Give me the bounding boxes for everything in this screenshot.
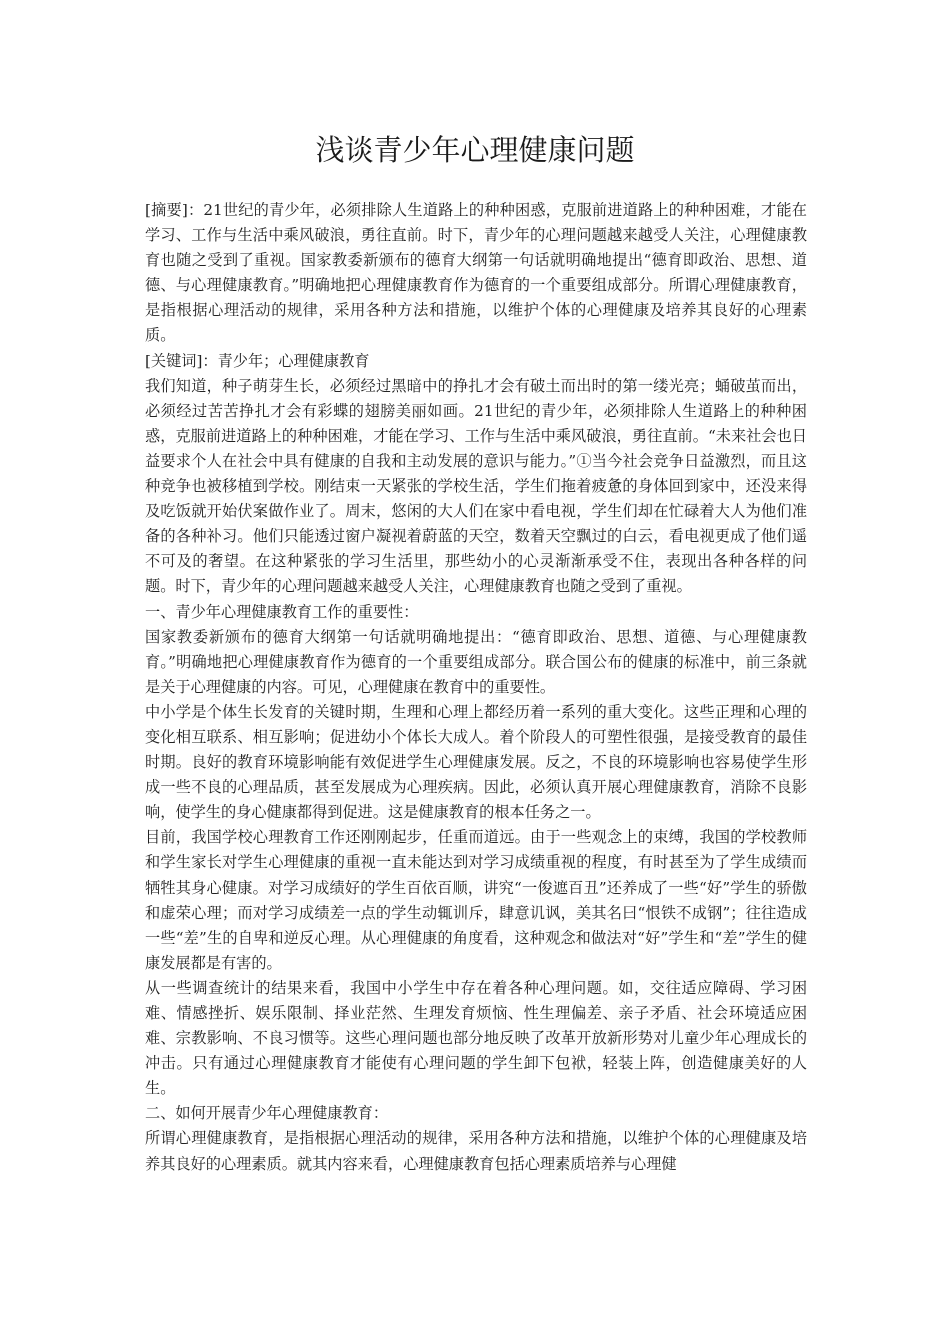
body-paragraph: 目前，我国学校心理教育工作还刚刚起步，任重而道远。由于一些观念上的束缚，我国的学校教师和学生家长对学生心理健康的重视一直未能达到对学习成绩重视的程度，有时甚至为了学生成绩而牺牲其身心健康。对学习成绩好的学生百依百顺，讲究“一俊遮百丑”还养成了一些“好”学生的骄傲和虚荣心理；而对学习成绩差一点的学生动辄训斥，肆意讥讽，美其名曰“恨铁不成钢”；往往造成一些“差”生的自卑和逆反心理。从心理健康的角度看，这种观念和做法对“好”学生和“差”学生的健康发展都是有害的。	[145, 828, 807, 972]
keywords-paragraph: [关键词]：青少年；心理健康教育	[145, 351, 370, 370]
section-heading-1: 一、青少年心理健康教育工作的重要性：	[145, 602, 419, 621]
document-body	[145, 198, 807, 1177]
intro-paragraph: 我们知道，种子萌芽生长，必须经过黑暗中的挣扎才会有破土而出时的第一缕光亮；蛹破茧而出，必须经过苦苦挣扎才会有彩蝶的翅膀美丽如画。21世纪的青少年，必须排除人生道路上的种种困惑，克服前进道路上的种种困难，才能在学习、工作与生活中乘风破浪，勇往直前。“未来社会也日益要求个人在社会中具有健康的自我和主动发展的意识与能力。”①当今社会竞争日益激烈，而且这种竞争也被移植到学校。刚结束一天紧张的学校生活，学生们拖着疲惫的身体回到家中，还没来得及吃饭就开始伏案做作业了。周末，悠闲的大人们在家中看电视，学生们却在忙碌着大人为他们准备的各种补习。他们只能透过窗户凝视着蔚蓝的天空，数着天空飘过的白云，看电视更成了他们遥不可及的奢望。在这种紧张的学习生活里，那些幼小的心灵渐渐承受不住，表现出各种各样的问题。时下，青少年的心理问题越来越受人关注，心理健康教育也随之受到了重视。	[145, 376, 807, 596]
body-paragraph: 中小学是个体生长发育的关键时期，生理和心理上都经历着一系列的重大变化。这些正理和心理的变化相互联系、相互影响；促进幼小个体长大成人。着个阶段人的可塑性很强，是接受教育的最佳时期。良好的教育环境影响能有效促进学生心理健康发展。反之，不良的环境影响也容易使学生形成一些不良的心理品质，甚至发展成为心理疾病。因此，必须认真开展心理健康教育，消除不良影响，使学生的身心健康都得到促进。这是健康教育的根本任务之一。	[145, 702, 807, 822]
body-paragraph: 所谓心理健康教育，是指根据心理活动的规律，采用各种方法和措施，以维护个体的心理健康及培养其良好的心理素质。就其内容来看，心理健康教育包括心理素质培养与心理健	[145, 1129, 807, 1173]
body-paragraph: 从一些调查统计的结果来看，我国中小学生中存在着各种心理问题。如，交往适应障碍、学习困难、情感挫折、娱乐限制、择业茫然、生理发育烦恼、性生理偏差、亲子矛盾、社会环境适应困难、宗教影响、不良习惯等。这些心理问题也部分地反映了改革开放新形势对儿童少年心理成长的冲击。只有通过心理健康教育才能使有心理问题的学生卸下包袱，轻装上阵，创造健康美好的人生。	[145, 978, 807, 1098]
abstract-paragraph: [摘要]：21世纪的青少年，必须排除人生道路上的种种困惑，克服前进道路上的种种困难，才能在学习、工作与生活中乘风破浪，勇往直前。时下，青少年的心理问题越来越受人关注，心理健康教育也随之受到了重视。国家教委新颁布的德育大纲第一句话就明确地提出“德育即政治、思想、道德、与心理健康教育。”明确地把心理健康教育作为德育的一个重要组成部分。所谓心理健康教育，是指根据心理活动的规律，采用各种方法和措施，以维护个体的心理健康及培养其良好的心理素质。	[145, 201, 807, 345]
document-title: 浅谈青少年心理健康问题	[315, 133, 635, 167]
body-paragraph: 国家教委新颁布的德育大纲第一句话就明确地提出：“德育即政治、思想、道德、与心理健康教育。”明确地把心理健康教育作为德育的一个重要组成部分。联合国公布的健康的标准中，前三条就是关于心理健康的内容。可见，心理健康在教育中的重要性。	[145, 627, 807, 696]
section-heading-2: 二、如何开展青少年心理健康教育：	[145, 1104, 388, 1123]
